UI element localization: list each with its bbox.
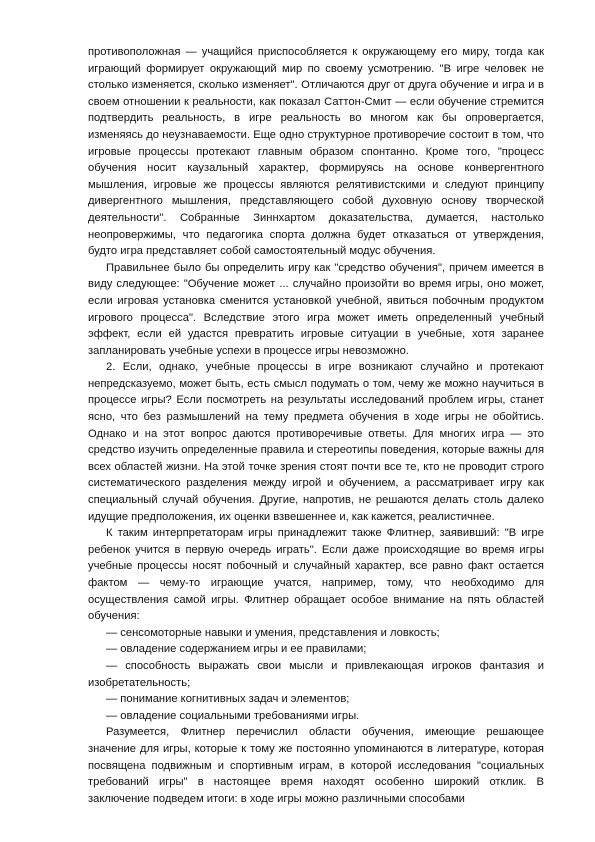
list-item: — способность выражать свои мысли и привлекающая игроков фантазия и изобретательность;: [88, 659, 544, 689]
paragraph-4: К таким интерпретаторам игры принадлежит также Флитнер, заявивший: "В игре ребенок учится в первую очередь играть". Если даже происходящие во время игры учебные процессы носят побочный и случайный характер, все равно факт остается фактом — чему-то играющие учатся, например, тому, что необходимо для осуществления самой игры. Флитнер обращает особое внимание на пять областей обучения:: [88, 527, 544, 623]
paragraph-3: 2. Если, однако, учебные процессы в игре возникают случайно и протекают непредсказуемо, может быть, есть смысл подумать о том, чему же можно научиться в процессе игры? Если посмотреть на результаты исследований проблем игры, станет ясно, что без размышлений на тему предмета обучения в ходе игры не обойтись. Однако и на этот вопрос даются противоречивые ответы. Для многих игра — это средство изучить определенные правила и стереотипы поведения, которые важны для всех областей жизни. На этой точке зрения стоят почти все те, кто не проводит строго систематического разделения между игрой и обучением, а рассматривает игру как специальный случай обучения. Другие, напротив, не решаются делать столь далеко идущие предположения, их оценки взвешеннее и, как кажется, реалистичнее.: [88, 361, 544, 523]
paragraph-1: противоположная — учащийся приспособляется к окружающему его миру, тогда как играющий формирует окружающий мир по своему усмотрению. "В игре человек не столько изменяется, сколько изменяет". Отличаются друг от друга обучение и игра и в своем отношении к реальности, как показал Саттон-Смит — если обучение стремится подтвердить реальность, в игре реальность во многом как бы опровергается, изменяясь до неузнаваемости. Еще одно структурное противоречие состоит в том, что игровые процессы протекают главным образом спонтанно. Кроме того, "процесс обучения носит каузальный характер, формируясь на основе конвергентного мышления, игровые же процессы являются релятивистскими и следуют принципу дивергентного мышления, представляющего собой духовную основу творческой деятельности". Собранные Зиннхартом доказательства, думается, настолько неопровержимы, что педагогика спорта должна будет отказаться от утверждения, будто игра представляет собой самостоятельный модус обучения.: [88, 46, 544, 258]
paragraph-2: Правильнее было бы определить игру как "средство обучения", причем имеется в виду следующее: "Обучение может ... случайно произойти во время игры, оно может, если игровая установка сменится установкой учебной, явиться побочным продуктом игрового процесса". Вследствие этого игра может иметь определенный учебный эффект, если ей удастся превратить игровые ситуации в учебные, хотя заранее запланировать учебные успехи в процессе игры невозможно.: [88, 261, 544, 357]
closing-paragraph: Разумеется, Флитнер перечислил области обучения, имеющие решающее значение для игры, которые к тому же постоянно упоминаются в литературе, которая посвящена подвижным и спортивным играм, в которой исследования "социальных требований игры" в настоящее время находят особенно широкий отклик. В заключение подведем итоги: в ходе игры можно различными способами: [88, 726, 544, 805]
document-page: [88, 44, 544, 807]
list-item: — овладение социальными требованиями игры.: [106, 709, 360, 722]
list-item: — сенсомоторные навыки и умения, представления и ловкость;: [106, 626, 440, 639]
list-item: — овладение содержанием игры и ее правилами;: [106, 643, 367, 656]
list-item: — понимание когнитивных задач и элементов;: [106, 693, 350, 706]
